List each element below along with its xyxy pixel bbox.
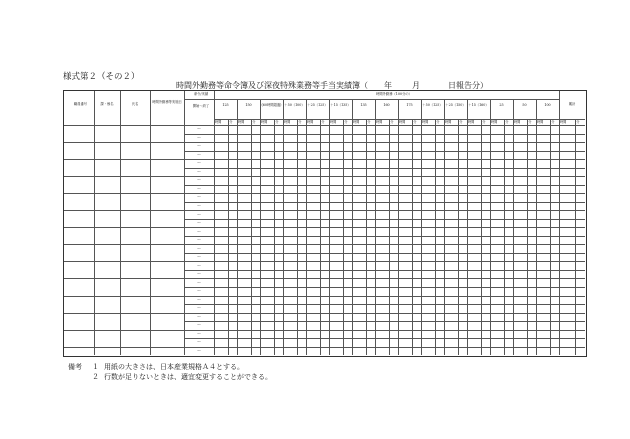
table-row-line [64, 244, 585, 245]
unit-hour-label: 時間 [560, 119, 567, 124]
header-divider [184, 99, 559, 100]
unit-min-label: 分 [551, 119, 555, 124]
time-range-marker: ～ [197, 330, 201, 336]
rate-header: 125 [222, 103, 229, 107]
notes [68, 362, 272, 382]
table-row-line [64, 330, 585, 331]
table-row-line [64, 210, 585, 211]
time-range-marker: ～ [197, 160, 201, 166]
unit-hour-label: 時間 [514, 119, 521, 124]
note-text: 行数が足りないときは、適宜変更することができる。 [104, 373, 272, 381]
note-text: 用紙の大きさは、日本産業規格Ａ４とする。 [104, 363, 244, 371]
unit-min-label: 分 [367, 119, 371, 124]
table-row-line [64, 313, 585, 314]
table-row-line [64, 176, 585, 177]
header-overtime-hours: 時間外勤務（100分の） [376, 92, 412, 96]
table-row-line [64, 296, 585, 297]
table-subrow-line [184, 253, 585, 254]
unit-min-label: 分 [459, 119, 463, 124]
time-range-marker: ～ [197, 262, 201, 268]
table-subrow-line [184, 168, 585, 169]
minute-column-divider [251, 119, 252, 355]
rate-header: ＋50（100） [284, 103, 305, 107]
unit-hour-label: 時間 [399, 119, 406, 124]
rate-header: 175 [406, 103, 413, 107]
unit-hour-label: 時間 [376, 119, 383, 124]
time-range-marker: ～ [197, 134, 201, 140]
table-subrow-line [184, 338, 585, 339]
unit-min-label: 分 [413, 119, 417, 124]
minute-column-divider [575, 119, 576, 355]
rate-header: ＋15（160） [468, 103, 489, 107]
time-range-marker: ～ [197, 347, 201, 353]
unit-hour-label: 時間 [330, 119, 337, 124]
table-subrow-line [184, 219, 585, 220]
rate-header: (60時間超過) [261, 103, 282, 107]
minute-column-divider [527, 119, 528, 355]
time-range-marker: ～ [197, 322, 201, 328]
unit-hour-label: 時間 [491, 119, 498, 124]
table-subrow-line [184, 270, 585, 271]
time-range-marker: ～ [197, 168, 201, 174]
table-subrow-line [184, 304, 585, 305]
table-subrow-line [184, 236, 585, 237]
minute-column-divider [481, 119, 482, 355]
note-item-2 [68, 372, 272, 382]
minute-column-divider [274, 119, 275, 355]
header-employee-number: 職員番号 [73, 102, 88, 106]
minute-column-divider [297, 119, 298, 355]
rate-header: 160 [383, 103, 390, 107]
header-order-actual: 命令/実績 [193, 92, 209, 96]
rate-header: 100 [544, 103, 551, 107]
time-range-marker: ～ [197, 228, 201, 234]
time-range-marker: ～ [197, 126, 201, 132]
table-row-line [64, 159, 585, 160]
rate-header: ＋15（135） [330, 103, 351, 107]
header-start-end: 開始～終了 [192, 104, 210, 108]
time-range-marker: ～ [197, 194, 201, 200]
minute-column-divider [504, 119, 505, 355]
time-range-marker: ～ [197, 254, 201, 260]
title-day-suffix: 日報告分） [448, 81, 488, 90]
time-range-marker: ～ [197, 202, 201, 208]
column-divider [120, 91, 121, 355]
rate-header: 25 [499, 103, 504, 107]
unit-hour-label: 時間 [353, 119, 360, 124]
table-row-line [64, 193, 585, 194]
note-number: ２ [92, 373, 99, 381]
unit-min-label: 分 [229, 119, 233, 124]
rate-header: ＋50（125） [422, 103, 443, 107]
time-range-marker: ～ [197, 305, 201, 311]
header-name: 氏名 [131, 102, 139, 106]
table-subrow-line [184, 151, 585, 152]
time-range-marker: ～ [197, 313, 201, 319]
unit-hour-label: 時間 [537, 119, 544, 124]
unit-hour-label: 時間 [445, 119, 452, 124]
time-range-marker: ～ [197, 143, 201, 149]
unit-hour-label: 時間 [422, 119, 429, 124]
unit-min-label: 分 [436, 119, 440, 124]
time-range-marker: ～ [197, 288, 201, 294]
column-divider [94, 91, 95, 355]
time-range-marker: ～ [197, 237, 201, 243]
time-range-marker: ～ [197, 296, 201, 302]
unit-hour-label: 時間 [284, 119, 291, 124]
minute-column-divider [458, 119, 459, 355]
table-row-line [64, 347, 585, 348]
title-main: 時間外勤務等命令簿及び深夜特殊業務等手当実績簿（ [176, 81, 368, 90]
minute-column-divider [343, 119, 344, 355]
header-overtime-date: 時間外勤務等実施日 [152, 100, 182, 104]
unit-min-label: 分 [275, 119, 279, 124]
unit-min-label: 分 [482, 119, 486, 124]
rate-header: ＋25（125） [307, 103, 328, 107]
table-row-line [64, 142, 585, 143]
notes-heading: 備考 [68, 363, 82, 371]
title-year: 年 [384, 81, 392, 90]
table-row-line [64, 278, 585, 279]
table-subrow-line [184, 185, 585, 186]
header-section-rank: 課・係名 [100, 102, 114, 106]
rate-header: ＋25（150） [445, 103, 466, 107]
unit-hour-label: 時間 [238, 119, 245, 124]
unit-min-label: 分 [298, 119, 302, 124]
unit-min-label: 分 [252, 119, 256, 124]
time-range-marker: ～ [197, 177, 201, 183]
header-total: 累計 [568, 102, 576, 106]
column-divider [150, 91, 151, 355]
minute-column-divider [412, 119, 413, 355]
time-range-marker: ～ [197, 185, 201, 191]
unit-min-label: 分 [576, 119, 580, 124]
unit-hour-label: 時間 [261, 119, 268, 124]
unit-min-label: 分 [321, 119, 325, 124]
table-row-line [64, 261, 585, 262]
time-range-marker: ～ [197, 211, 201, 217]
column-divider [184, 91, 185, 355]
time-range-marker: ～ [197, 151, 201, 157]
time-range-marker: ～ [197, 271, 201, 277]
minute-column-divider [228, 119, 229, 355]
rate-header: 50 [522, 103, 527, 107]
table-subrow-line [184, 321, 585, 322]
minute-column-divider [366, 119, 367, 355]
unit-min-label: 分 [528, 119, 532, 124]
note-number: １ [92, 363, 99, 371]
record-table [63, 90, 587, 357]
minute-column-divider [389, 119, 390, 355]
minute-column-divider [435, 119, 436, 355]
time-range-marker: ～ [197, 245, 201, 251]
time-range-marker: ～ [197, 339, 201, 345]
time-range-marker: ～ [197, 279, 201, 285]
rate-header: 150 [245, 103, 252, 107]
unit-min-label: 分 [344, 119, 348, 124]
table-subrow-line [184, 134, 585, 135]
unit-min-label: 分 [390, 119, 394, 124]
header-bottom-line [64, 125, 585, 126]
unit-min-label: 分 [505, 119, 509, 124]
table-subrow-line [184, 287, 585, 288]
rate-header: 135 [360, 103, 367, 107]
minute-column-divider [550, 119, 551, 355]
unit-hour-label: 時間 [215, 119, 222, 124]
unit-hour-label: 時間 [468, 119, 475, 124]
table-row-line [64, 227, 585, 228]
time-range-marker: ～ [197, 220, 201, 226]
form-label: 様式第２（その２） [63, 72, 140, 82]
unit-hour-label: 時間 [307, 119, 314, 124]
minute-column-divider [320, 119, 321, 355]
note-item-1 [68, 362, 272, 372]
table-subrow-line [184, 202, 585, 203]
title-month: 月 [412, 81, 420, 90]
